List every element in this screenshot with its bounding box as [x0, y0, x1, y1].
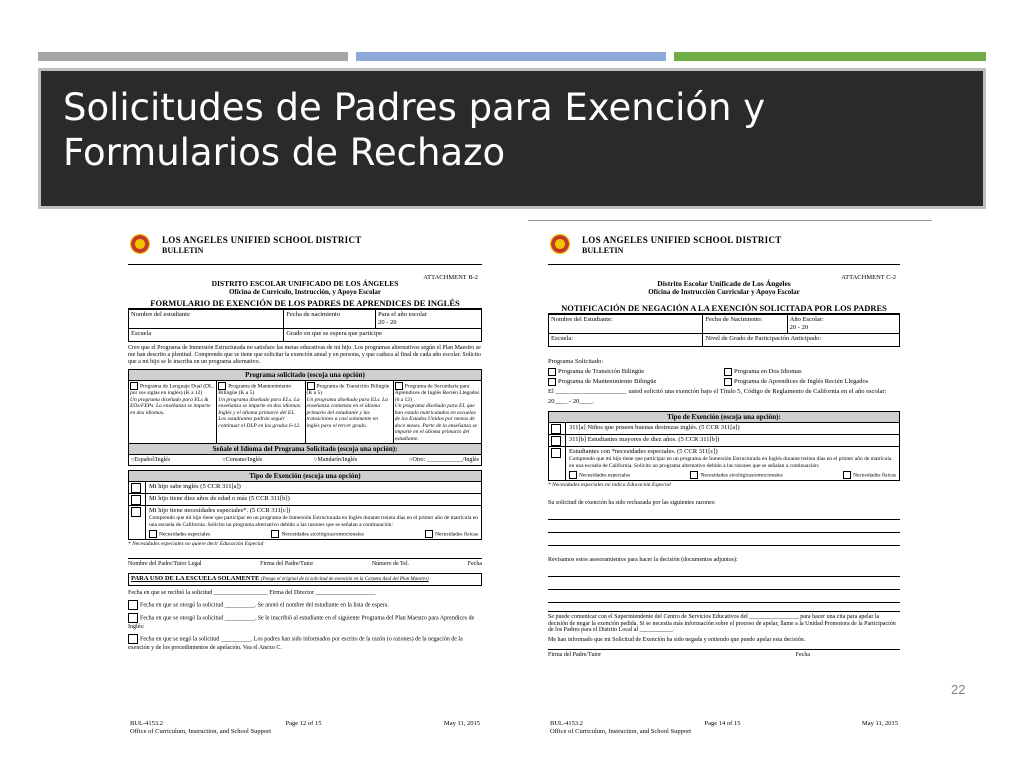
district-seal-icon	[550, 234, 570, 254]
grade-field: Nivel de Grado de Participación Anticipado:	[703, 334, 900, 347]
language-option: ○Coreano/Inglés	[221, 457, 263, 463]
checkbox-icon	[551, 448, 561, 458]
checkbox-icon	[395, 382, 403, 390]
received-line: Fecha en que se recibió la solicitud __________________ Firma del Director ____________________	[128, 590, 376, 596]
checkbox-icon	[128, 613, 138, 623]
document-footer: BUL-4153.2 Page 14 of 15 May 11, 2015 Office of Curriculum, Instruction, and School Support	[550, 720, 898, 735]
denial-notice-document	[548, 230, 900, 742]
checkbox-icon	[128, 634, 138, 644]
reviewed-label: Revisamos estos asesoramientos para hacer la decisión (documentos adjuntos):	[548, 557, 738, 563]
signature-row: Nombre del Padre/Tutor Legal Firma del Padre/Tutor Número de Tel. Fecha	[128, 558, 482, 568]
language-header: Señale el Idioma del Programa Solicitado (escoja una opción):	[128, 444, 482, 455]
language-option: ○Español/Inglés	[131, 457, 171, 463]
document-footer: BUL-4153.2 Page 12 of 15 May 11, 2015 Office of Curriculum, Instruction, and School Support	[130, 720, 480, 735]
checkbox-icon	[218, 382, 226, 390]
checkbox-icon	[131, 483, 141, 493]
checkbox-icon	[548, 368, 556, 376]
document-header	[548, 230, 900, 270]
student-name-field: Nombre del estudiante	[129, 310, 284, 329]
requested-programs: Programa Solicitado: Programa de Transición Bilingüe Programa en Dos Idiomas Programa de Mantenimiento Bilingüe Programa de Aprendices de Inglés Recién Llegados El ______________________ usted solicitó una exención bajo el Título 5, Código de Reglamento de California en el año escolar: 20____ - 20____.	[548, 358, 887, 405]
program-header: Programa solicitado (escoja una opción)	[128, 369, 482, 381]
student-info-table	[548, 314, 900, 347]
checkbox-icon	[551, 424, 561, 434]
program-option: Programa de Secundaria para Aprendices de Inglés Recién Llegados (6 a 12) Un programa diseñado para EL que han estado matriculados en escuelas de los Estados Unidos por menos de doce meses. Parte de la enseñanza se imparte en el idioma primario del estudiante.	[394, 383, 480, 442]
language-options	[128, 455, 482, 466]
grade-field: Grado en que se espera que participe	[284, 329, 482, 342]
checkbox-icon	[724, 378, 732, 386]
heading-district: DISTRITO ESCOLAR UNIFICADO DE LOS ÁNGELES	[211, 279, 399, 288]
language-option: ○Otro: ____________/Inglés	[408, 457, 479, 463]
heading-office: Oficina de Currículo, Instrucción, y Apoyo Escolar	[228, 288, 382, 296]
checkbox-icon	[130, 382, 138, 390]
checkbox-icon	[149, 530, 157, 538]
program-option: Programa de Lenguaje Dual (DL, por sus siglas en inglés) (K a 12) Un programa diseñado para ELs & EOs/FEPs. La enseñanza se imparte en dos idiomas.	[129, 381, 217, 443]
checkbox-icon	[843, 471, 851, 479]
checkbox-icon	[425, 530, 433, 538]
denied-reasons-label: Su solicitud de exención ha sido rechazada por las siguientes razones:	[548, 500, 716, 506]
exemption-option: 311[b] Estudiantes mayores de diez años. (5 CCR 311[b])	[548, 435, 900, 447]
language-option: ○Mandarín/Inglés	[313, 457, 358, 463]
student-info-table	[128, 309, 482, 342]
checkbox-icon	[131, 507, 141, 517]
intro-paragraph: Creo que el Programa de Inmersión Estructurada no satisface las metas educativas de mi hijo. Los programas alternativos según el Plan Maestro se me han descrito a plenitud. Comprendo que se tiene que solicitar la exención anual y en persona, y que caduca al final de cada año escolar. Solicito que a mi hijo se le inscriba en un programa alternativo.	[128, 345, 482, 365]
form-title: FORMULARIO DE EXENCIÓN DE LOS PADRES DE APRENDICES DE INGLÉS	[128, 299, 482, 309]
checkbox-icon	[128, 600, 138, 610]
contact-paragraph: Se puede comunicar con el Superintendente del Centro de Servicios Educativos del ________________, para hacer una cita para apelar la decisión de negar la exención pedida. Si se necesita más información sobre el proceso de apelar, llame a la Unidad Promotora de la Participación de los Padres para el Distrito Local al ___________.	[548, 611, 900, 634]
school-field: Escuela	[129, 329, 284, 342]
district-seal-icon	[130, 234, 150, 254]
school-year-field: Para el año escolar 20 - 20	[376, 310, 482, 329]
school-field: Escuela:	[549, 334, 703, 347]
district-name: LOS ANGELES UNIFIED SCHOOL DISTRICT	[162, 235, 362, 245]
checkbox-icon	[548, 378, 556, 386]
checkbox-icon	[724, 368, 732, 376]
special-needs-note: * Necesidades especiales no indica Educación Especial	[548, 482, 671, 488]
divider-line	[528, 220, 932, 221]
exemption-option: Mi hijo tiene diez años de edad o más (5 CCR 311[b])	[128, 494, 482, 506]
birth-date-field: Fecha de Nacimiento:	[703, 315, 787, 334]
attachment-label: ATTACHMENT B-2	[423, 274, 478, 281]
checkbox-icon	[551, 436, 561, 446]
exemption-option: Mi hijo sabe inglés (5 CCR 311[a])	[128, 482, 482, 494]
waiver-form-document	[128, 230, 482, 742]
checkbox-icon	[569, 471, 577, 479]
form-title: NOTIFICACIÓN DE NEGACIÓN A LA EXENCIÓN SOLICITADA POR LOS PADRES	[548, 304, 900, 314]
program-options	[128, 381, 482, 444]
school-year-field: Año Escolar: 20 - 20	[787, 315, 899, 334]
school-check: Fecha en que se otorgó la solicitud __________. Se le inscribió al estudiante en el siguiente Programa del Plan Maestro para Aprendices de Inglés:	[128, 613, 482, 631]
slide-number: 22	[951, 682, 966, 697]
heading-district: Distrito Escolar Unificado de Los Ángeles	[657, 279, 791, 288]
bulletin-label: BULLETIN	[582, 246, 624, 255]
school-check: Fecha en que se negó la solicitud __________. Los padres han sido informados por escrito de la razón (o razones) de la negación de la exención y de los procedimientos de apelación. Vea el Anexo C.	[128, 634, 482, 652]
exemption-header: Tipo de Exención (escoja una opción)	[128, 470, 482, 482]
attachment-label: ATTACHMENT C-2	[841, 274, 896, 281]
bulletin-label: BULLETIN	[162, 246, 204, 255]
district-name: LOS ANGELES UNIFIED SCHOOL DISTRICT	[582, 235, 782, 245]
accent-bar-gray	[38, 52, 348, 61]
program-option: Programa de Transición Bilingüe (K a 5) Un programa diseñado para ELs. La enseñanza comienza en el idioma primario del estudiante y las transiciones a casi solamente en inglés para el tercer grado.	[306, 381, 394, 443]
birth-date-field: Fecha de nacimiento	[284, 310, 376, 329]
title-banner	[38, 68, 986, 209]
signature-row: Firma del Padre/Tutor Fecha	[548, 649, 900, 659]
exemption-option: Estudiantes con *necesidades especiales. (5 CCR 311[c]) Comprendo que mi hijo tiene que participar en un programa de Inmersión Estructurada en Inglés durante treinta días en el primer año de matrícula en una escuela de California. Solicito un programa alternativo debido a las razones que se señalan a continuación: Necesidades especiales Necesidades sicológicas/emocionales Necesidades físicas	[548, 447, 900, 481]
checkbox-icon	[131, 495, 141, 505]
exemption-header: Tipo de Exención (escoja una opción):	[548, 411, 900, 423]
program-option: Programa de Mantenimiento Bilingüe (K a 5) Un programa diseñado para ELs. La enseñanza se imparte en dos idiomas: Inglés y el idioma primario del EL. Los estudiantes podrán seguir continuar el DLP en los grados 6-12.	[217, 381, 305, 443]
school-use-header: PARA USO DE LA ESCUELA SOLAMENTE (Ponga el original de la solicitud de exención en la Carpeta Azul del Plan Maestro)	[128, 573, 482, 586]
document-header	[128, 230, 482, 270]
student-name-field: Nombre del Estudiante:	[549, 315, 703, 334]
school-check: Fecha en que se otorgó la solicitud __________. Se anotó el nombre del estudiante en la lista de espera.	[128, 600, 482, 610]
special-needs-note: * Necesidades especiales no quiere decir Educación Especial	[128, 541, 264, 547]
slide-title: Solicitudes de Padres para Exención y Formularios de Rechazo	[63, 86, 766, 174]
checkbox-icon	[307, 382, 315, 390]
informed-statement: Me han informado que mi Solicitud de Exención ha sido negada y entiendo que puedo apelar esta decisión.	[548, 636, 806, 643]
exemption-option: 311[a] Niños que poseen buenas destrezas inglés. (5 CCR 311[a])	[548, 423, 900, 435]
exemption-option: Mi hijo tiene necesidades especiales*. (5 CCR 311[c]) Comprendo que mi hijo tiene que participar en un programa de Inmersión Estructurada en Inglés durante treinta días en el primer año de matrícula en una escuela de California. Solicito un programa alternativo debido a las razones que se señalan a continuación: Necesidades especiales Necesidades sicológicas/emocionales Necesidades físicas	[128, 506, 482, 540]
checkbox-icon	[690, 471, 698, 479]
accent-bar-green	[674, 52, 986, 61]
heading-office: Oficina de Instrucción Curricular y Apoyo Escolar	[648, 288, 800, 296]
accent-bar-blue	[356, 52, 666, 61]
checkbox-icon	[271, 530, 279, 538]
